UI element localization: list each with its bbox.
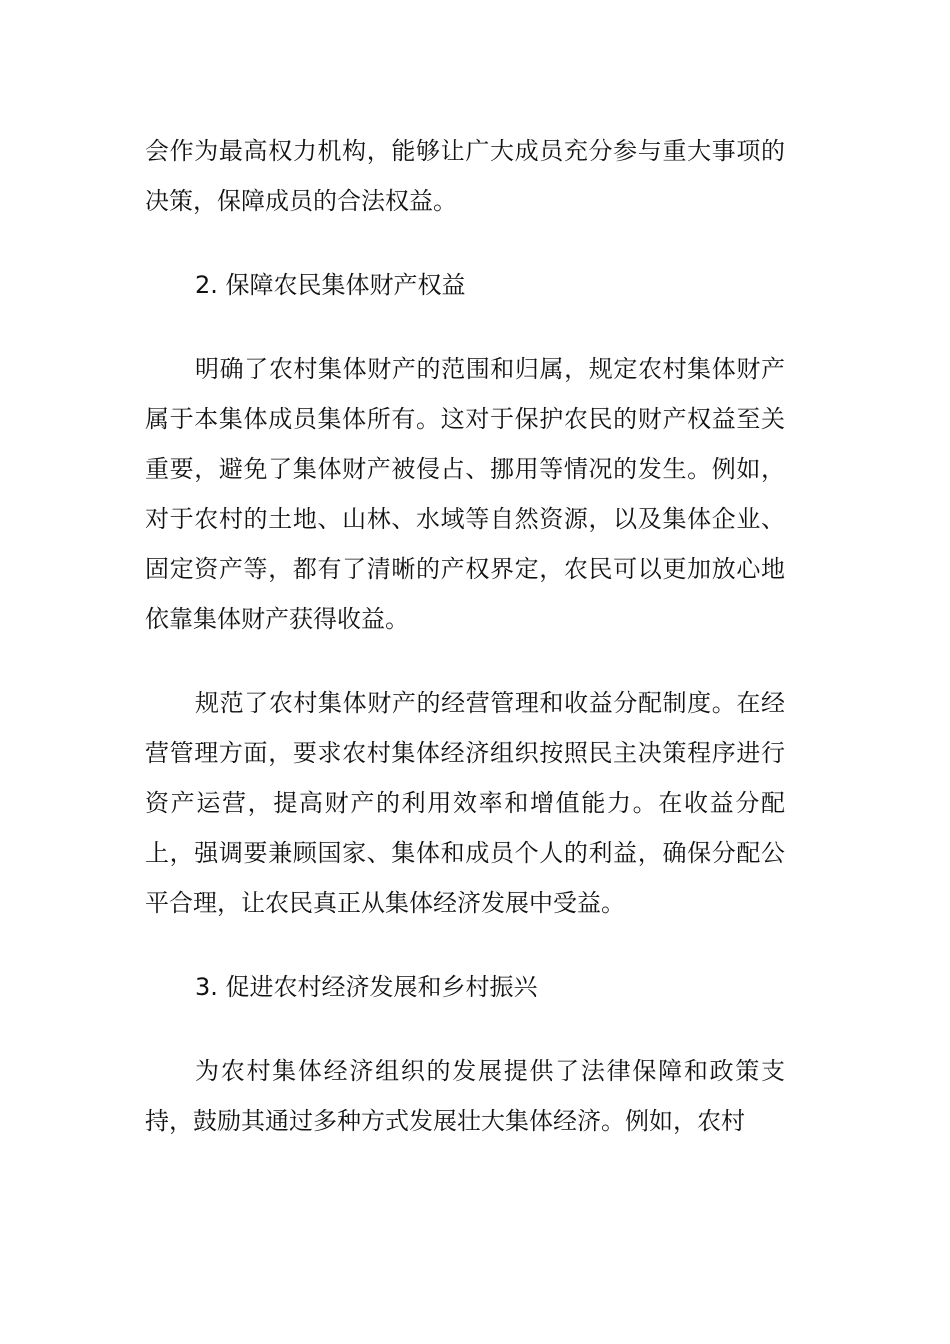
paragraph-property-scope: 明确了农村集体财产的范围和归属，规定农村集体财产属于本集体成员集体所有。这对于保护农民的财产权益至关重要，避免了集体财产被侵占、挪用等情况的发生。例如，对于农村的土地、山林、水域等自然资源，以及集体企业、固定资产等，都有了清晰的产权界定，农民可以更加放心地依靠集体财产获得收益。: [145, 355, 785, 633]
paragraph-management-distribution: 规范了农村集体财产的经营管理和收益分配制度。在经营管理方面，要求农村集体经济组织按照民主决策程序进行资产运营，提高财产的利用效率和增值能力。在收益分配上，强调要兼顾国家、集体和成员个人的利益，确保分配公平合理，让农民真正从集体经济发展中受益。: [145, 689, 785, 917]
document-body: [145, 126, 785, 1146]
section-heading-2: 2. 保障农民集体财产权益: [195, 271, 466, 299]
paragraph-continuation: 会作为最高权力机构，能够让广大成员充分参与重大事项的决策，保障成员的合法权益。: [145, 137, 785, 215]
paragraph-development-support: 为农村集体经济组织的发展提供了法律保障和政策支持，鼓励其通过多种方式发展壮大集体经济。例如，农村: [145, 1057, 785, 1135]
section-heading-3: 3. 促进农村经济发展和乡村振兴: [195, 973, 538, 1001]
